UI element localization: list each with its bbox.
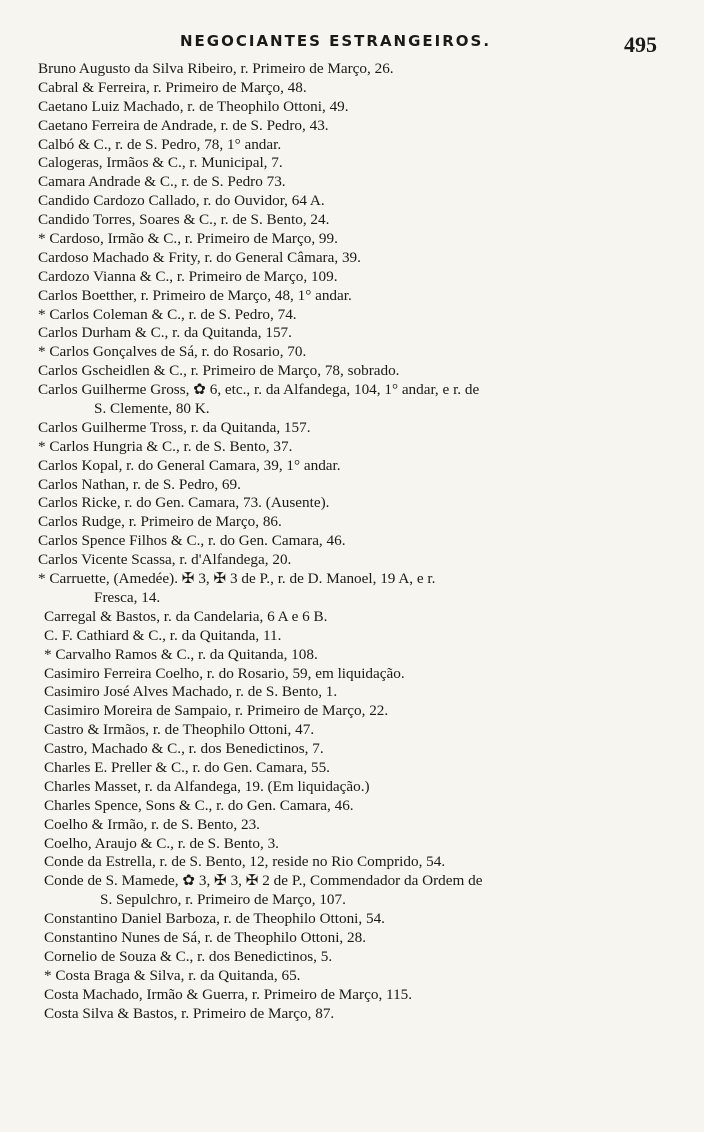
directory-entry (0, 457, 704, 476)
directory-entry (0, 986, 704, 1005)
entry-line: Caetano Ferreira de Andrade, r. de S. Pedro, 43. (38, 116, 329, 134)
directory-entry (0, 173, 704, 192)
directory-entry (0, 60, 704, 79)
entry-line: Costa Machado, Irmão & Guerra, r. Primeiro de Março, 115. (44, 985, 413, 1003)
section-title: NEGOCIANTES ESTRANGEIROS. (180, 32, 492, 50)
directory-entry (0, 98, 704, 117)
directory-entry (0, 343, 704, 362)
directory-entry (0, 117, 704, 136)
entry-line: Carlos Durham & C., r. da Quitanda, 157. (38, 324, 292, 342)
entry-line: Charles Masset, r. da Alfandega, 19. (Em liquidação.) (44, 777, 370, 795)
entry-line: Bruno Augusto da Silva Ribeiro, r. Primeiro de Março, 26. (38, 60, 394, 77)
entry-line: Conde da Estrella, r. de S. Bento, 12, reside no Rio Comprido, 54. (44, 853, 446, 871)
entry-continuation-line: S. Clemente, 80 K. (94, 400, 210, 418)
directory-entry (0, 136, 704, 155)
directory-entry (0, 249, 704, 268)
directory-entry (0, 419, 704, 438)
directory-entry (0, 702, 704, 721)
entry-line: Carlos Ricke, r. do Gen. Camara, 73. (Ausente). (38, 494, 330, 512)
entry-list (0, 60, 704, 1023)
entry-line: Charles E. Preller & C., r. do Gen. Camara, 55. (44, 758, 330, 776)
entry-line: * Costa Braga & Silva, r. da Quitanda, 65. (44, 966, 301, 984)
directory-entry (0, 268, 704, 287)
entry-continuation-line: S. Sepulchro, r. Primeiro de Março, 107. (100, 891, 346, 909)
directory-entry (0, 362, 704, 381)
directory-entry (0, 513, 704, 532)
directory-entry (0, 476, 704, 495)
directory-entry (0, 872, 704, 910)
directory-entry (0, 381, 704, 419)
entry-line: * Carvalho Ramos & C., r. da Quitanda, 108. (44, 645, 318, 663)
entry-line: Carlos Boetther, r. Primeiro de Março, 48, 1° andar. (38, 286, 352, 304)
directory-entry (0, 154, 704, 173)
entry-line: Carlos Spence Filhos & C., r. do Gen. Camara, 46. (38, 532, 346, 550)
entry-line: C. F. Cathiard & C., r. da Quitanda, 11. (44, 626, 282, 644)
entry-line: Carlos Vicente Scassa, r. d'Alfandega, 20. (38, 551, 292, 569)
directory-entry (0, 211, 704, 230)
entry-line: Cardoso Machado & Frity, r. do General Câmara, 39. (38, 248, 361, 266)
entry-line: Casimiro José Alves Machado, r. de S. Bento, 1. (44, 683, 338, 701)
directory-entry (0, 646, 704, 665)
directory-entry (0, 665, 704, 684)
directory-entry (0, 929, 704, 948)
directory-entry (0, 570, 704, 608)
entry-line: Carlos Gscheidlen & C., r. Primeiro de Março, 78, sobrado. (38, 362, 400, 380)
entry-line: Castro & Irmãos, r. de Theophilo Ottoni, 47. (44, 721, 315, 739)
directory-entry (0, 948, 704, 967)
directory-entry (0, 192, 704, 211)
entry-line: Candido Torres, Soares & C., r. de S. Bento, 24. (38, 211, 330, 229)
directory-entry (0, 230, 704, 249)
entry-line: Costa Silva & Bastos, r. Primeiro de Março, 87. (44, 1004, 335, 1022)
entry-line: Candido Cardozo Callado, r. do Ouvidor, 64 A. (38, 192, 325, 210)
entry-line: Coelho & Irmão, r. de S. Bento, 23. (44, 815, 260, 833)
entry-line: * Carlos Coleman & C., r. de S. Pedro, 74. (38, 305, 297, 323)
directory-entry (0, 627, 704, 646)
entry-line: Camara Andrade & C., r. de S. Pedro 73. (38, 173, 286, 191)
entry-line: Calbó & C., r. de S. Pedro, 78, 1° andar. (38, 135, 282, 153)
entry-line: Carlos Nathan, r. de S. Pedro, 69. (38, 475, 241, 493)
entry-line: * Carlos Gonçalves de Sá, r. do Rosario, 70. (38, 343, 307, 361)
directory-entry (0, 740, 704, 759)
entry-line: * Carruette, (Amedée). ✠ 3, ✠ 3 de P., r. de D. Manoel, 19 A, e r. (38, 570, 436, 588)
directory-entry (0, 910, 704, 929)
directory-entry (0, 816, 704, 835)
directory-entry (0, 778, 704, 797)
directory-entry (0, 835, 704, 854)
directory-entry (0, 797, 704, 816)
entry-line: Constantino Nunes de Sá, r. de Theophilo Ottoni, 28. (44, 928, 367, 946)
entry-line: Carregal & Bastos, r. da Candelaria, 6 A e 6 B. (44, 607, 328, 625)
directory-entry (0, 79, 704, 98)
entry-line: Castro, Machado & C., r. dos Benedictinos, 7. (44, 740, 324, 758)
directory-entry (0, 721, 704, 740)
entry-line: Cardozo Vianna & C., r. Primeiro de Março, 109. (38, 267, 338, 285)
page-header (0, 30, 704, 56)
entry-line: Coelho, Araujo & C., r. de S. Bento, 3. (44, 834, 279, 852)
entry-line: Caetano Luiz Machado, r. de Theophilo Ottoni, 49. (38, 97, 349, 115)
entry-line: * Cardoso, Irmão & C., r. Primeiro de Março, 99. (38, 230, 338, 248)
directory-entry (0, 967, 704, 986)
directory-entry (0, 608, 704, 627)
directory-entry (0, 287, 704, 306)
entry-line: Carlos Kopal, r. do General Camara, 39, 1° andar. (38, 456, 341, 474)
entry-line: * Carlos Hungria & C., r. de S. Bento, 37. (38, 437, 293, 455)
directory-entry (0, 1005, 704, 1024)
directory-entry (0, 494, 704, 513)
directory-entry (0, 551, 704, 570)
entry-line: Calogeras, Irmãos & C., r. Municipal, 7. (38, 154, 283, 172)
entry-line: Carlos Guilherme Gross, ✿ 6, etc., r. da Alfandega, 104, 1° andar, e r. de (38, 381, 480, 399)
entry-continuation-line: Fresca, 14. (94, 588, 161, 606)
entry-line: Casimiro Ferreira Coelho, r. do Rosario, 59, em liquidação. (44, 664, 405, 682)
entry-line: Constantino Daniel Barboza, r. de Theophilo Ottoni, 54. (44, 910, 385, 928)
entry-line: Cabral & Ferreira, r. Primeiro de Março, 48. (38, 78, 307, 96)
directory-entry (0, 438, 704, 457)
directory-entry (0, 759, 704, 778)
directory-entry (0, 324, 704, 343)
entry-line: Carlos Guilherme Tross, r. da Quitanda, 157. (38, 418, 311, 436)
page-number: 495 (624, 32, 657, 57)
entry-line: Carlos Rudge, r. Primeiro de Março, 86. (38, 513, 282, 531)
entry-line: Charles Spence, Sons & C., r. do Gen. Camara, 46. (44, 796, 354, 814)
directory-entry (0, 853, 704, 872)
directory-entry (0, 683, 704, 702)
entry-line: Casimiro Moreira de Sampaio, r. Primeiro de Março, 22. (44, 702, 389, 720)
entry-line: Conde de S. Mamede, ✿ 3, ✠ 3, ✠ 2 de P., Commendador da Ordem de (44, 872, 483, 890)
directory-entry (0, 306, 704, 325)
directory-entry (0, 532, 704, 551)
entry-line: Cornelio de Souza & C., r. dos Benedictinos, 5. (44, 947, 333, 965)
